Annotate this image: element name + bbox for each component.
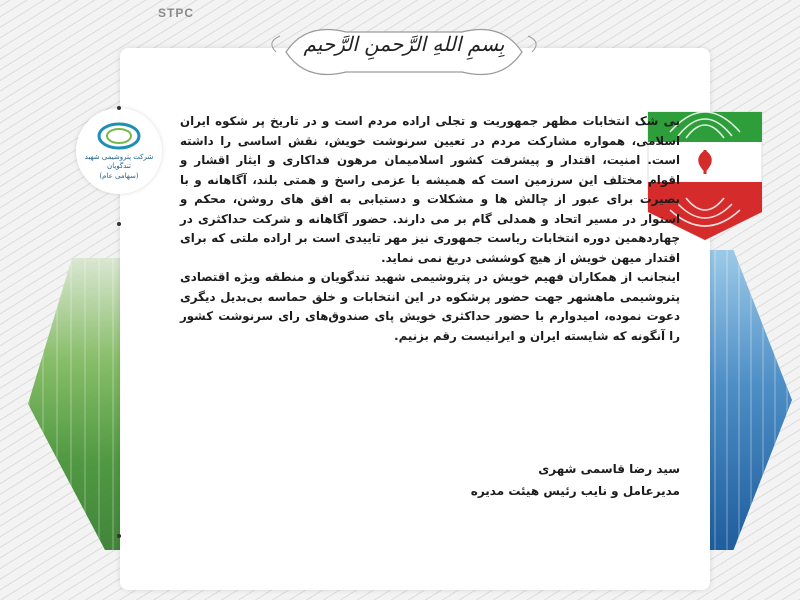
- logo-company-note: (سهامی عام): [99, 172, 139, 181]
- signatory-name: سید رضا قاسمی شهری: [538, 462, 680, 476]
- letter-body: [180, 112, 680, 346]
- divider-dot: [117, 222, 121, 226]
- logo-emblem-icon: [97, 121, 141, 151]
- signatory-title: مدیرعامل و نایب رئیس هیئت مدیره: [470, 484, 680, 498]
- bismillah-calligraphy: بِسمِ اللهِ الرَّحمنِ الرَّحیم: [303, 32, 505, 56]
- signature-block: [180, 458, 680, 502]
- divider-dot: [117, 534, 121, 538]
- letter-paragraph-2: اینجانب از همکاران فهیم خویش در پتروشیمی شهید تندگویان و منطقه ویژه اقتصادی پتروشیمی ماهشهر جهت حضور پرشکوه در این انتخابات و خلق حماسه بی‌بدیل دیگری دعوت نموده، امیدوارم با حضور حداکثری خویش پای صندوق‌های رای سرنوشت کشور را آنگونه که شایسته ایران و ایرانیست رقم بزنیم.: [180, 270, 680, 343]
- right-decorative-band: [702, 250, 792, 550]
- logo-company-name: شرکت پتروشیمی شهید تندگویان: [84, 153, 154, 170]
- company-logo: [76, 108, 162, 194]
- brand-label: STPC: [158, 6, 195, 20]
- letter-paragraph-1: بی شک انتخابات مظهر جمهوریت و تجلی اراده مردم است و در تاریخ پر شکوه ایران اسلامی، همواره مشارکت مردم در تعیین سرنوشت خویش، نقش اساسی را داشته است. امنیت، اقتدار و پیشرفت کشور اسلامیمان مرهون فداکاری و ایثار اقشار و اقوام مختلف این سرزمین است که همیشه با عزمی راسخ و همتی بلند، آگاهانه و با بصیرت برای عبور از چالش ها و مشکلات و دستیابی به افق های روشن، محکم و استوار در مسیر اتحاد و همدلی گام بر می دارند. حضور آگاهانه و شرکت حداکثری در چهاردهمین دوره انتخابات ریاست جمهوری نیز مهر تاییدی است بر اراده ملتی که برای اقتدار میهن خویش از هیچ کوششی دریغ نمی نماید.: [180, 114, 680, 265]
- divider-dot: [117, 106, 121, 110]
